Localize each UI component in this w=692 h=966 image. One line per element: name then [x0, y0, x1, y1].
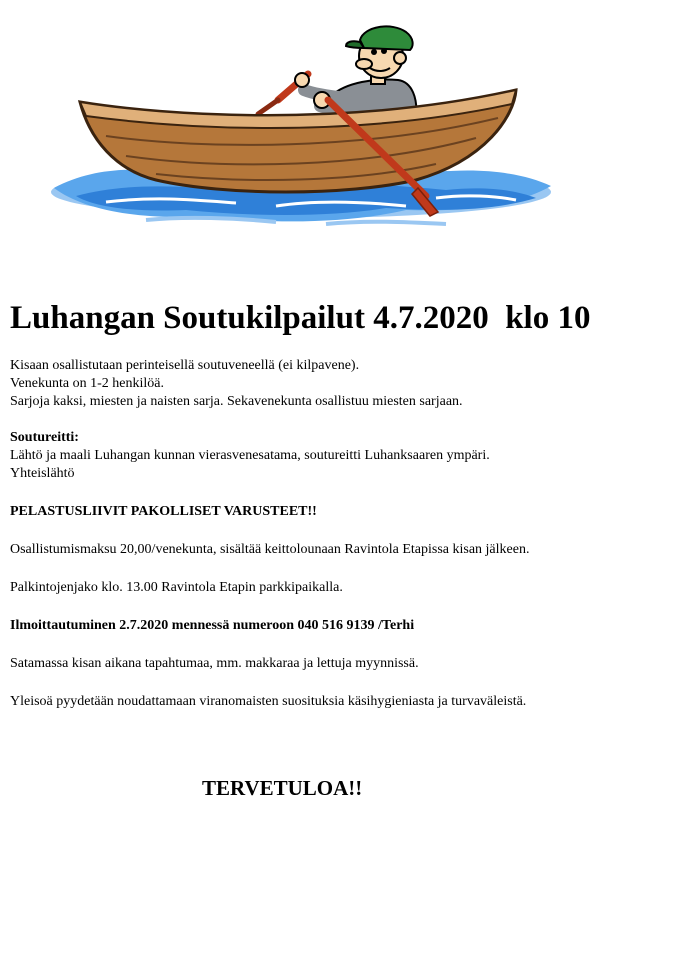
page-title: Luhangan Soutukilpailut 4.7.2020 klo 10	[10, 300, 591, 336]
registration-info: Ilmoittautuminen 2.7.2020 mennessä numeroon 040 516 9139 /Terhi	[10, 618, 415, 633]
intro-crew-size: Venekunta on 1-2 henkilöä.	[10, 376, 164, 391]
harbour-activities: Satamassa kisan aikana tapahtumaa, mm. makkaraa ja lettuja myynnissä.	[10, 656, 419, 671]
intro-boat-type: Kisaan osallistutaan perinteisellä soutuveneellä (ei kilpavene).	[10, 358, 360, 373]
route-description: Lähtö ja maali Luhangan kunnan vierasvenesatama, soutureitti Luhanksaaren ympäri.	[10, 448, 490, 463]
hygiene-notice: Yleisoä pyydetään noudattamaan viranomaisten suosituksia käsihygieniasta ja turvaväleistä.	[10, 694, 527, 709]
man-rowing-boat-icon	[46, 20, 558, 242]
entry-fee: Osallistumismaksu 20,00/venekunta, sisältää keittolounaan Ravintola Etapissa kisan jälkeen.	[10, 542, 530, 557]
award-ceremony: Palkintojenjako klo. 13.00 Ravintola Etapin parkkipaikalla.	[10, 580, 343, 595]
event-details	[10, 357, 680, 711]
welcome-text: TERVETULOA!!	[202, 776, 363, 800]
route-start-type: Yhteislähtö	[10, 466, 75, 481]
route-heading: Soutureitti:	[10, 430, 79, 445]
lifejacket-notice: PELASTUSLIIVIT PAKOLLISET VARUSTEET!!	[10, 504, 317, 519]
intro-series: Sarjoja kaksi, miesten ja naisten sarja. Sekavenekunta osallistuu miesten sarjaan.	[10, 394, 463, 409]
